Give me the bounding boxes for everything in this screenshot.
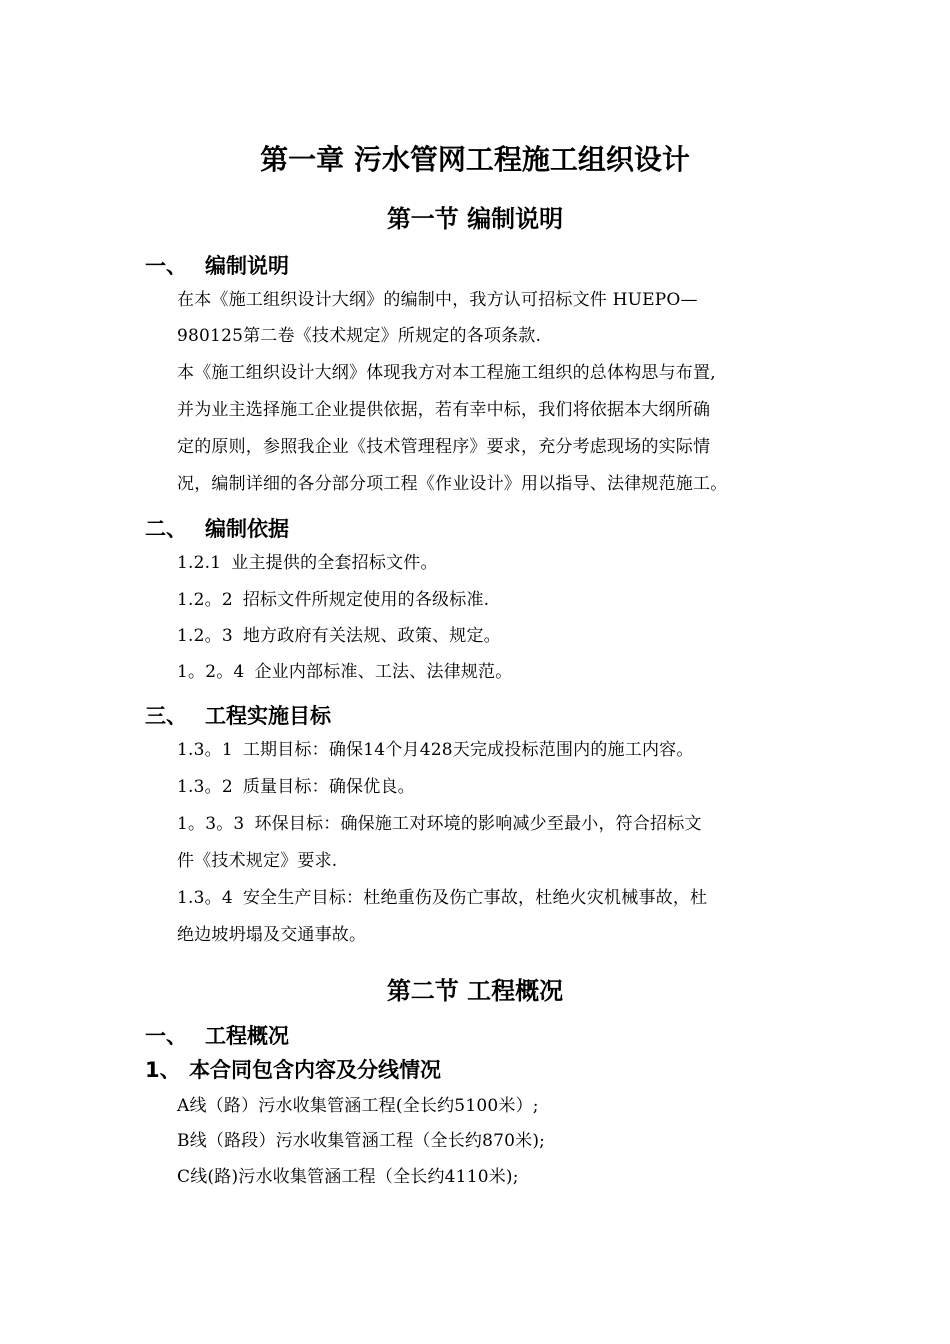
list-item-continuation — [177, 849, 337, 873]
item-text: 环保目标：确保施工对环境的影响减少至最小，符合招标文 — [254, 814, 702, 834]
heading-text: 工程概况 — [205, 1024, 289, 1048]
heading-number: 三、 — [145, 704, 187, 728]
item-text: 招标文件所规定使用的各级标准. — [242, 590, 490, 610]
list-item-continuation — [177, 923, 366, 947]
list-item — [177, 660, 512, 684]
item-code: 1.2.1 — [177, 553, 222, 573]
item-text: 企业内部标准、工法、法律规范。 — [254, 662, 513, 682]
list-item — [177, 886, 707, 910]
heading-number: 一、 — [145, 1024, 187, 1048]
item-code: 1.3。1 — [177, 740, 233, 760]
chapter-title: 第一章 污水管网工程施工组织设计 — [260, 143, 690, 176]
list-item — [177, 624, 501, 648]
heading-number: 二、 — [145, 517, 187, 541]
heading-number: 一、 — [145, 254, 187, 278]
paragraph-line: 在本《施工组织设计大纲》的编制中，我方认可招标文件 HUEPO— — [177, 290, 698, 310]
item-text: 安全生产目标：杜绝重伤及伤亡事故，杜绝火灾机械事故，杜 — [242, 888, 708, 908]
heading-text: 编制依据 — [205, 517, 289, 541]
item-text: 绝边坡坍塌及交通事故。 — [177, 925, 367, 945]
heading-text: 编制说明 — [205, 254, 289, 278]
item-text: 质量目标：确保优良。 — [242, 777, 415, 797]
item-text: 工期目标：确保14个月428天完成投标范围内的施工内容。 — [242, 740, 694, 760]
paragraph-line: A线（路）污水收集管涵工程(全长约5100米）; — [177, 1096, 539, 1116]
heading-1 — [145, 251, 289, 281]
paragraph-line: 并为业主选择施工企业提供依据，若有幸中标，我们将依据本大纲所确 — [177, 400, 711, 420]
subheading-number: 1、 — [145, 1058, 181, 1082]
item-text: 业主提供的全套招标文件。 — [231, 553, 438, 573]
paragraph-line: 况，编制详细的各分部分项工程《作业设计》用以指导、法律规范施工。 — [177, 474, 728, 494]
item-text: 件《技术规定》要求. — [177, 851, 338, 871]
item-code: 1。3。3 — [177, 814, 245, 834]
list-item — [177, 588, 489, 612]
heading-overview — [145, 1021, 289, 1051]
list-item — [177, 775, 415, 799]
item-code: 1.3。4 — [177, 888, 233, 908]
list-item — [177, 738, 694, 762]
heading-text: 工程实施目标 — [205, 704, 331, 728]
list-item — [177, 812, 702, 836]
item-code: 1。2。4 — [177, 662, 245, 682]
heading-2 — [145, 514, 289, 544]
paragraph-line: B线（路段）污水收集管涵工程（全长约870米); — [177, 1131, 546, 1151]
section-title-2: 第二节 工程概况 — [386, 977, 564, 1005]
item-text: 地方政府有关法规、政策、规定。 — [242, 626, 501, 646]
paragraph-line: 980125第二卷《技术规定》所规定的各项条款. — [177, 326, 542, 346]
paragraph-line: C线(路)污水收集管涵工程（全长约4110米); — [177, 1167, 519, 1187]
item-code: 1.2。3 — [177, 626, 233, 646]
subheading-text: 本合同包含内容及分线情况 — [189, 1058, 441, 1082]
heading-3 — [145, 701, 331, 731]
list-item — [177, 551, 438, 575]
subheading-contract-scope — [145, 1055, 441, 1085]
item-code: 1.3。2 — [177, 777, 233, 797]
paragraph-line: 本《施工组织设计大纲》体现我方对本工程施工组织的总体构思与布置, — [177, 363, 716, 383]
item-code: 1.2。2 — [177, 590, 233, 610]
section-title-1: 第一节 编制说明 — [386, 205, 564, 233]
paragraph-line: 定的原则，参照我企业《技术管理程序》要求，充分考虑现场的实际情 — [177, 437, 711, 457]
